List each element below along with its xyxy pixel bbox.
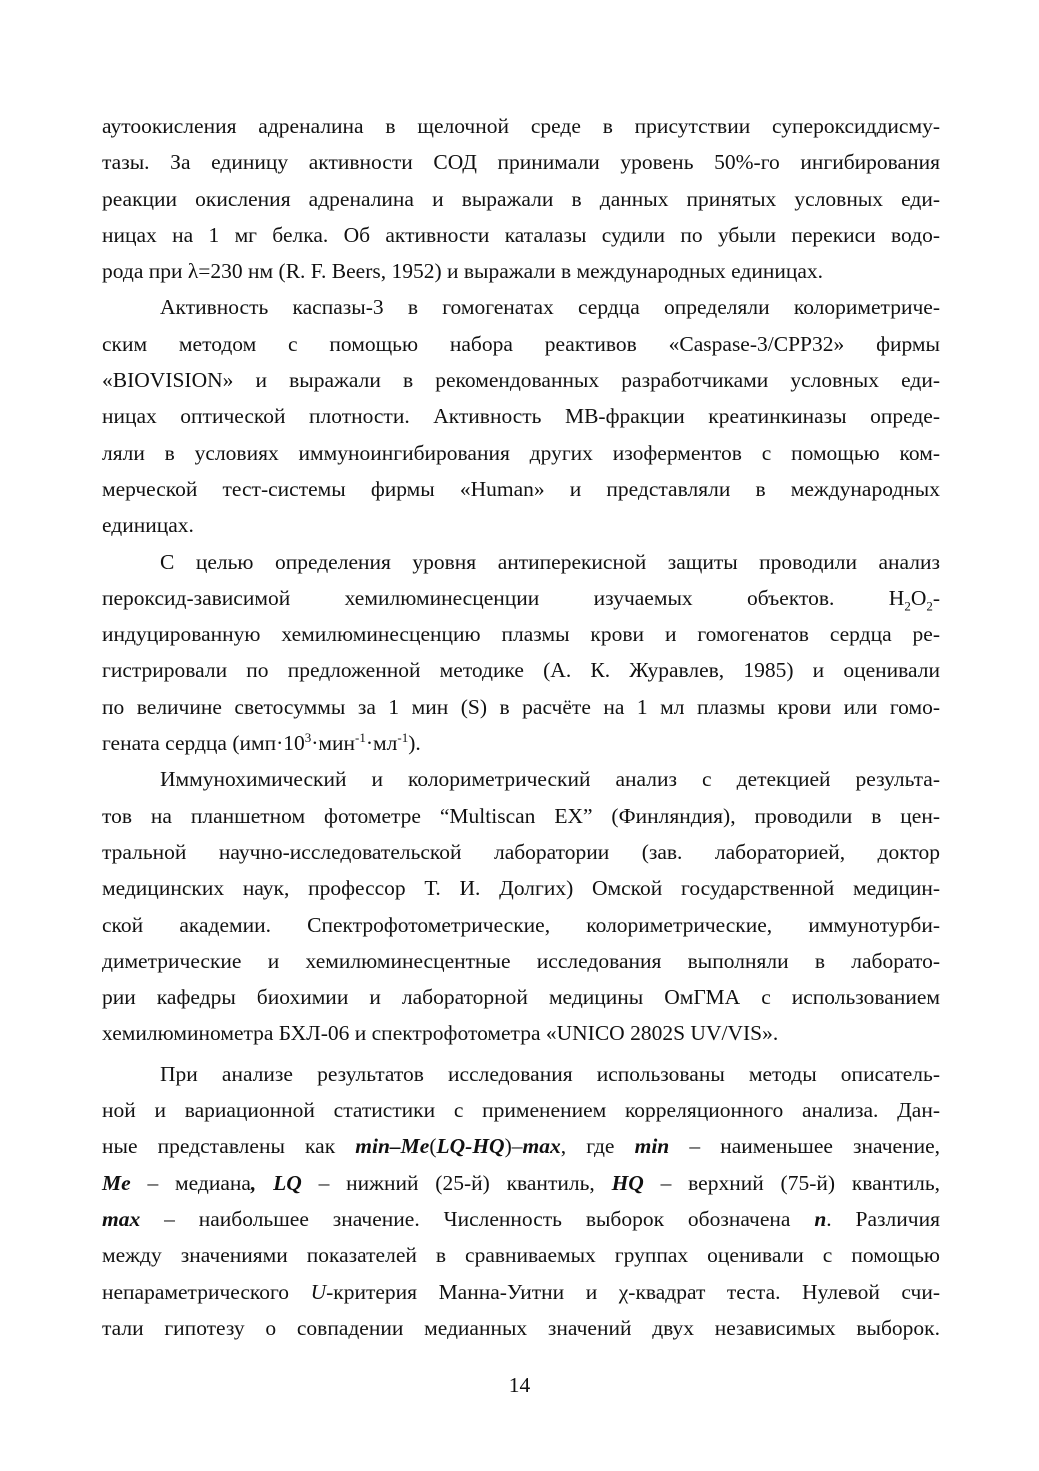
text-span: – верхний (75-й) квантиль, (643, 1170, 940, 1195)
text-line: гистрировали по предложенной методике (А. К. Журавлев, 1985) и оценивали (102, 658, 940, 683)
text-span: – (389, 1134, 401, 1159)
text-line: При анализе результатов исследования использованы методы описатель- (160, 1061, 940, 1086)
text-span: ·мин (311, 731, 356, 756)
text-span: гената сердца (имп·10 (102, 731, 305, 756)
text-span: , где (560, 1134, 635, 1159)
text-line (102, 1274, 940, 1310)
text-line: единицах. (102, 513, 194, 538)
text-line: тали гипотезу о совпадении медианных значений двух независимых выборок. (102, 1315, 940, 1340)
stat-term: min (634, 1134, 670, 1159)
text-span: непараметрического (102, 1279, 311, 1304)
text-line: ской академии. Спектрофотометрические, колориметрические, иммунотурби- (102, 912, 940, 937)
stat-term: U (310, 1279, 327, 1304)
text-line: тов на планшетном фотометре “Multiscan EX” (Финляндия), проводили в цен- (102, 803, 940, 828)
page-number: 14 (508, 1373, 531, 1397)
stat-term: Me (102, 1170, 131, 1195)
text-line: индуцированную хемилюминесценцию плазмы крови и гомогенатов сердца ре- (102, 622, 940, 647)
superscript: -1 (355, 729, 366, 745)
text-line: С целью определения уровня антиперекисной защиты проводили анализ (160, 549, 940, 574)
text-line: тральной научно-исследовательской лаборатории (зав. лабораторией, доктор (102, 839, 940, 864)
stat-term: Me (400, 1134, 430, 1159)
text-line: ницах на 1 мг белка. Об активности каталазы судили по убыли перекиси водо- (102, 222, 940, 247)
formula-hyphen: - (932, 585, 941, 610)
stat-term: min (355, 1134, 390, 1159)
text-line: Иммунохимический и колориметрический анализ с детекцией результа- (160, 767, 940, 792)
stat-term: LQ-HQ (436, 1134, 505, 1159)
document-page (102, 108, 940, 1346)
text-span: объектов. (747, 585, 835, 610)
text-span: ( (429, 1134, 437, 1159)
superscript: 3 (304, 729, 312, 745)
text-span: пероксид-зависимой (102, 585, 291, 610)
text-line (102, 1128, 940, 1164)
text-line: реакции окисления адреналина и выражали в данных принятых условных еди- (102, 186, 940, 211)
formula-element: H (888, 585, 905, 610)
text-line: ским методом с помощью набора реактивов «Caspase-3/CPP32» фирмы (102, 331, 940, 356)
text-line: медицинских наук, профессор Т. И. Долгих) Омской государственной медицин- (102, 876, 940, 901)
text-span: изучаемых (593, 585, 693, 610)
text-line (102, 1165, 940, 1201)
text-line: ной и вариационной статистики с применением корреляционного анализа. Дан- (102, 1098, 940, 1123)
text-line: ницах оптической плотности. Активность МВ-фракции креатинкиназы опреде- (102, 404, 940, 429)
stat-term: n (814, 1206, 827, 1231)
text-span: хемилюминесценции (344, 585, 540, 610)
paragraph-4 (102, 761, 940, 1051)
text-span: – наименьшее значение, (669, 1134, 940, 1159)
text-line: хемилюминометра БХЛ-06 и спектрофотометра «UNICO 2802S UV/VIS». (102, 1021, 779, 1046)
text-span: )– (504, 1134, 523, 1159)
text-span: ·мл (365, 731, 398, 756)
text-span: . Различия (826, 1206, 940, 1231)
stat-term: HQ (611, 1170, 644, 1195)
text-line: рии кафедры биохимии и лабораторной медицины ОмГМА с использованием (102, 985, 940, 1010)
text-line (102, 725, 940, 761)
stat-term: max (102, 1206, 141, 1231)
text-line: тазы. За единицу активности СОД принимали уровень 50%-го ингибирования (102, 150, 940, 175)
paragraph-3 (102, 544, 940, 762)
formula-subscript: 2 (926, 598, 933, 614)
superscript: -1 (397, 729, 409, 745)
chemical-formula (888, 585, 941, 614)
text-line: ляли в условиях иммуноингибирования других изоферментов с помощью ком- (102, 440, 940, 465)
text-line (102, 1201, 940, 1237)
text-span: -критерия Манна-Уитни и χ-квадрат теста. Нулевой счи- (326, 1279, 941, 1304)
text-span: – нижний (25-й) квантиль, (301, 1170, 612, 1195)
stat-term: , LQ (250, 1170, 302, 1195)
text-line: мерческой тест-системы фирмы «Human» и представляли в международных (102, 476, 940, 501)
text-line: Активность каспазы-3 в гомогенатах сердца определяли колориметриче- (160, 295, 940, 320)
formula-subscript: 2 (904, 598, 911, 614)
stat-term: max (522, 1134, 561, 1159)
text-span: – медиана (130, 1170, 251, 1195)
text-line: рода при λ=230 нм (R. F. Beers, 1952) и выражали в международных единицах. (102, 259, 824, 284)
text-span: ). (408, 731, 421, 756)
text-line (102, 580, 940, 616)
text-line: «BIOVISION» и выражали в рекомендованных разработчиками условных еди- (102, 368, 940, 393)
text-span: ные представлены как (102, 1134, 356, 1159)
paragraph-1 (102, 108, 940, 289)
paragraph-5 (102, 1056, 940, 1346)
formula-element: O (910, 585, 927, 610)
paragraph-2 (102, 289, 940, 543)
text-line: между значениями показателей в сравниваемых группах оценивали с помощью (102, 1243, 940, 1268)
text-line: диметрические и хемилюминесцентные исследования выполняли в лаборато- (102, 948, 940, 973)
text-line: аутоокисления адреналина в щелочной среде в присутствии супероксиддисму- (102, 114, 940, 138)
text-line: по величине светосуммы за 1 мин (S) в расчёте на 1 мл плазмы крови или гомо- (102, 694, 940, 719)
text-span: – наибольшее значение. Численность выборок обозначена (140, 1206, 815, 1231)
